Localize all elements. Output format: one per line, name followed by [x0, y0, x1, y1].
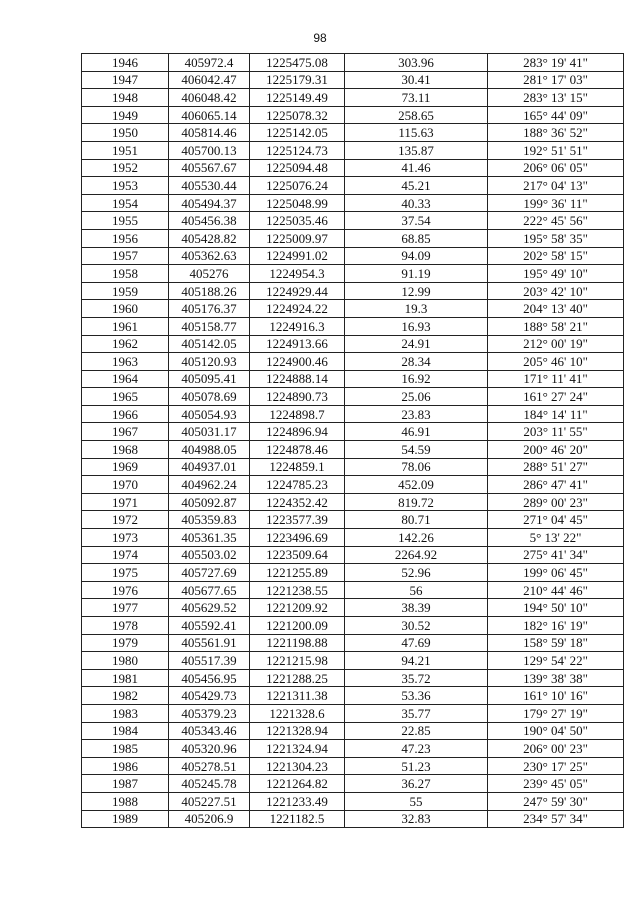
- point-number-cell: 1955: [82, 212, 169, 230]
- table-row: [82, 792, 624, 810]
- distance-cell: 24.91: [345, 335, 488, 353]
- table-row: [82, 141, 624, 159]
- x-coordinate-cell: 405567.67: [169, 159, 250, 177]
- distance-cell: 28.34: [345, 353, 488, 371]
- y-coordinate-cell: 1224954.3: [250, 265, 345, 283]
- point-number-cell: 1959: [82, 282, 169, 300]
- y-coordinate-cell: 1225009.97: [250, 229, 345, 247]
- point-number-cell: 1968: [82, 441, 169, 459]
- x-coordinate-cell: 406042.47: [169, 71, 250, 89]
- point-number-cell: 1976: [82, 581, 169, 599]
- distance-cell: 52.96: [345, 564, 488, 582]
- table-row: [82, 177, 624, 195]
- table-row: [82, 265, 624, 283]
- distance-cell: 819.72: [345, 493, 488, 511]
- point-number-cell: 1989: [82, 810, 169, 828]
- distance-cell: 142.26: [345, 529, 488, 547]
- y-coordinate-cell: 1221198.88: [250, 634, 345, 652]
- distance-cell: 258.65: [345, 106, 488, 124]
- distance-cell: 37.54: [345, 212, 488, 230]
- point-number-cell: 1965: [82, 388, 169, 406]
- y-coordinate-cell: 1221328.94: [250, 722, 345, 740]
- y-coordinate-cell: 1221238.55: [250, 581, 345, 599]
- bearing-cell: 204° 13' 40": [488, 300, 624, 318]
- distance-cell: 16.92: [345, 370, 488, 388]
- y-coordinate-cell: 1225048.99: [250, 194, 345, 212]
- distance-cell: 25.06: [345, 388, 488, 406]
- table-row: [82, 687, 624, 705]
- bearing-cell: 222° 45' 56": [488, 212, 624, 230]
- distance-cell: 41.46: [345, 159, 488, 177]
- bearing-cell: 192° 51' 51": [488, 141, 624, 159]
- table-row: [82, 229, 624, 247]
- distance-cell: 38.39: [345, 599, 488, 617]
- bearing-cell: 171° 11' 41": [488, 370, 624, 388]
- point-number-cell: 1947: [82, 71, 169, 89]
- point-number-cell: 1948: [82, 89, 169, 107]
- point-number-cell: 1970: [82, 476, 169, 494]
- y-coordinate-cell: 1221209.92: [250, 599, 345, 617]
- y-coordinate-cell: 1224913.66: [250, 335, 345, 353]
- bearing-cell: 195° 58' 35": [488, 229, 624, 247]
- table-row: [82, 722, 624, 740]
- bearing-cell: 283° 13' 15": [488, 89, 624, 107]
- distance-cell: 19.3: [345, 300, 488, 318]
- y-coordinate-cell: 1221215.98: [250, 652, 345, 670]
- y-coordinate-cell: 1224785.23: [250, 476, 345, 494]
- coordinates-table-body: [82, 54, 624, 828]
- y-coordinate-cell: 1225076.24: [250, 177, 345, 195]
- table-row: [82, 282, 624, 300]
- table-row: [82, 757, 624, 775]
- x-coordinate-cell: 405142.05: [169, 335, 250, 353]
- bearing-cell: 205° 46' 10": [488, 353, 624, 371]
- table-row: [82, 71, 624, 89]
- table-row: [82, 317, 624, 335]
- table-row: [82, 370, 624, 388]
- y-coordinate-cell: 1224898.7: [250, 405, 345, 423]
- distance-cell: 56: [345, 581, 488, 599]
- y-coordinate-cell: 1224890.73: [250, 388, 345, 406]
- table-row: [82, 564, 624, 582]
- y-coordinate-cell: 1221324.94: [250, 740, 345, 758]
- y-coordinate-cell: 1223496.69: [250, 529, 345, 547]
- bearing-cell: 139° 38' 38": [488, 669, 624, 687]
- y-coordinate-cell: 1224896.94: [250, 423, 345, 441]
- point-number-cell: 1951: [82, 141, 169, 159]
- point-number-cell: 1980: [82, 652, 169, 670]
- x-coordinate-cell: 405814.46: [169, 124, 250, 142]
- bearing-cell: 188° 36' 52": [488, 124, 624, 142]
- x-coordinate-cell: 405727.69: [169, 564, 250, 582]
- table-row: [82, 740, 624, 758]
- table-row: [82, 529, 624, 547]
- bearing-cell: 184° 14' 11": [488, 405, 624, 423]
- point-number-cell: 1977: [82, 599, 169, 617]
- bearing-cell: 230° 17' 25": [488, 757, 624, 775]
- table-row: [82, 704, 624, 722]
- table-row: [82, 511, 624, 529]
- bearing-cell: 286° 47' 41": [488, 476, 624, 494]
- x-coordinate-cell: 405092.87: [169, 493, 250, 511]
- y-coordinate-cell: 1221304.23: [250, 757, 345, 775]
- point-number-cell: 1964: [82, 370, 169, 388]
- bearing-cell: 203° 11' 55": [488, 423, 624, 441]
- bearing-cell: 158° 59' 18": [488, 634, 624, 652]
- bearing-cell: 165° 44' 09": [488, 106, 624, 124]
- distance-cell: 35.77: [345, 704, 488, 722]
- distance-cell: 115.63: [345, 124, 488, 142]
- y-coordinate-cell: 1223509.64: [250, 546, 345, 564]
- distance-cell: 80.71: [345, 511, 488, 529]
- point-number-cell: 1985: [82, 740, 169, 758]
- distance-cell: 55: [345, 792, 488, 810]
- y-coordinate-cell: 1221233.49: [250, 792, 345, 810]
- y-coordinate-cell: 1224929.44: [250, 282, 345, 300]
- bearing-cell: 234° 57' 34": [488, 810, 624, 828]
- y-coordinate-cell: 1221264.82: [250, 775, 345, 793]
- table-row: [82, 159, 624, 177]
- bearing-cell: 202° 58' 15": [488, 247, 624, 265]
- bearing-cell: 212° 00' 19": [488, 335, 624, 353]
- distance-cell: 47.69: [345, 634, 488, 652]
- y-coordinate-cell: 1225035.46: [250, 212, 345, 230]
- table-row: [82, 669, 624, 687]
- y-coordinate-cell: 1221200.09: [250, 617, 345, 635]
- table-row: [82, 423, 624, 441]
- distance-cell: 73.11: [345, 89, 488, 107]
- x-coordinate-cell: 405677.65: [169, 581, 250, 599]
- table-row: [82, 617, 624, 635]
- x-coordinate-cell: 405972.4: [169, 54, 250, 72]
- bearing-cell: 247° 59' 30": [488, 792, 624, 810]
- point-number-cell: 1953: [82, 177, 169, 195]
- table-row: [82, 775, 624, 793]
- bearing-cell: 161° 10' 16": [488, 687, 624, 705]
- point-number-cell: 1982: [82, 687, 169, 705]
- table-row: [82, 247, 624, 265]
- point-number-cell: 1949: [82, 106, 169, 124]
- table-row: [82, 300, 624, 318]
- x-coordinate-cell: 405429.73: [169, 687, 250, 705]
- page-number: 98: [313, 31, 327, 45]
- bearing-cell: 5° 13' 22": [488, 529, 624, 547]
- point-number-cell: 1971: [82, 493, 169, 511]
- coordinates-table: [81, 53, 624, 828]
- distance-cell: 40.33: [345, 194, 488, 212]
- table-row: [82, 335, 624, 353]
- x-coordinate-cell: 405078.69: [169, 388, 250, 406]
- distance-cell: 54.59: [345, 441, 488, 459]
- point-number-cell: 1972: [82, 511, 169, 529]
- y-coordinate-cell: 1225142.05: [250, 124, 345, 142]
- y-coordinate-cell: 1224888.14: [250, 370, 345, 388]
- y-coordinate-cell: 1224916.3: [250, 317, 345, 335]
- distance-cell: 91.19: [345, 265, 488, 283]
- y-coordinate-cell: 1223577.39: [250, 511, 345, 529]
- distance-cell: 68.85: [345, 229, 488, 247]
- distance-cell: 30.52: [345, 617, 488, 635]
- point-number-cell: 1957: [82, 247, 169, 265]
- bearing-cell: 206° 06' 05": [488, 159, 624, 177]
- bearing-cell: 199° 36' 11": [488, 194, 624, 212]
- x-coordinate-cell: 404937.01: [169, 458, 250, 476]
- y-coordinate-cell: 1224878.46: [250, 441, 345, 459]
- point-number-cell: 1961: [82, 317, 169, 335]
- table-row: [82, 546, 624, 564]
- bearing-cell: 179° 27' 19": [488, 704, 624, 722]
- x-coordinate-cell: 405206.9: [169, 810, 250, 828]
- x-coordinate-cell: 405320.96: [169, 740, 250, 758]
- point-number-cell: 1956: [82, 229, 169, 247]
- distance-cell: 94.21: [345, 652, 488, 670]
- distance-cell: 2264.92: [345, 546, 488, 564]
- table-row: [82, 212, 624, 230]
- distance-cell: 30.41: [345, 71, 488, 89]
- x-coordinate-cell: 405456.38: [169, 212, 250, 230]
- point-number-cell: 1969: [82, 458, 169, 476]
- x-coordinate-cell: 405700.13: [169, 141, 250, 159]
- x-coordinate-cell: 405120.93: [169, 353, 250, 371]
- x-coordinate-cell: 405362.63: [169, 247, 250, 265]
- y-coordinate-cell: 1221255.89: [250, 564, 345, 582]
- bearing-cell: 289° 00' 23": [488, 493, 624, 511]
- table-row: [82, 458, 624, 476]
- table-row: [82, 405, 624, 423]
- distance-cell: 32.83: [345, 810, 488, 828]
- x-coordinate-cell: 405278.51: [169, 757, 250, 775]
- point-number-cell: 1946: [82, 54, 169, 72]
- distance-cell: 47.23: [345, 740, 488, 758]
- distance-cell: 45.21: [345, 177, 488, 195]
- x-coordinate-cell: 404962.24: [169, 476, 250, 494]
- point-number-cell: 1978: [82, 617, 169, 635]
- x-coordinate-cell: 405176.37: [169, 300, 250, 318]
- y-coordinate-cell: 1225124.73: [250, 141, 345, 159]
- table-row: [82, 599, 624, 617]
- y-coordinate-cell: 1221328.6: [250, 704, 345, 722]
- bearing-cell: 281° 17' 03": [488, 71, 624, 89]
- y-coordinate-cell: 1225149.49: [250, 89, 345, 107]
- bearing-cell: 200° 46' 20": [488, 441, 624, 459]
- table-row: [82, 493, 624, 511]
- distance-cell: 46.91: [345, 423, 488, 441]
- point-number-cell: 1973: [82, 529, 169, 547]
- distance-cell: 94.09: [345, 247, 488, 265]
- x-coordinate-cell: 406065.14: [169, 106, 250, 124]
- x-coordinate-cell: 405095.41: [169, 370, 250, 388]
- x-coordinate-cell: 405227.51: [169, 792, 250, 810]
- x-coordinate-cell: 406048.42: [169, 89, 250, 107]
- point-number-cell: 1966: [82, 405, 169, 423]
- y-coordinate-cell: 1221288.25: [250, 669, 345, 687]
- distance-cell: 78.06: [345, 458, 488, 476]
- bearing-cell: 283° 19' 41": [488, 54, 624, 72]
- distance-cell: 135.87: [345, 141, 488, 159]
- x-coordinate-cell: 405517.39: [169, 652, 250, 670]
- y-coordinate-cell: 1224991.02: [250, 247, 345, 265]
- x-coordinate-cell: 405379.23: [169, 704, 250, 722]
- distance-cell: 16.93: [345, 317, 488, 335]
- x-coordinate-cell: 405343.46: [169, 722, 250, 740]
- point-number-cell: 1950: [82, 124, 169, 142]
- x-coordinate-cell: 405561.91: [169, 634, 250, 652]
- x-coordinate-cell: 405276: [169, 265, 250, 283]
- y-coordinate-cell: 1225475.08: [250, 54, 345, 72]
- bearing-cell: 217° 04' 13": [488, 177, 624, 195]
- point-number-cell: 1984: [82, 722, 169, 740]
- point-number-cell: 1967: [82, 423, 169, 441]
- point-number-cell: 1975: [82, 564, 169, 582]
- x-coordinate-cell: 405530.44: [169, 177, 250, 195]
- x-coordinate-cell: 405428.82: [169, 229, 250, 247]
- x-coordinate-cell: 405188.26: [169, 282, 250, 300]
- distance-cell: 12.99: [345, 282, 488, 300]
- point-number-cell: 1987: [82, 775, 169, 793]
- x-coordinate-cell: 404988.05: [169, 441, 250, 459]
- distance-cell: 53.36: [345, 687, 488, 705]
- bearing-cell: 188° 58' 21": [488, 317, 624, 335]
- table-row: [82, 581, 624, 599]
- bearing-cell: 206° 00' 23": [488, 740, 624, 758]
- y-coordinate-cell: 1224352.42: [250, 493, 345, 511]
- bearing-cell: 190° 04' 50": [488, 722, 624, 740]
- bearing-cell: 161° 27' 24": [488, 388, 624, 406]
- table-row: [82, 124, 624, 142]
- bearing-cell: 203° 42' 10": [488, 282, 624, 300]
- point-number-cell: 1974: [82, 546, 169, 564]
- x-coordinate-cell: 405361.35: [169, 529, 250, 547]
- table-row: [82, 54, 624, 72]
- x-coordinate-cell: 405054.93: [169, 405, 250, 423]
- table-row: [82, 441, 624, 459]
- table-row: [82, 353, 624, 371]
- x-coordinate-cell: 405456.95: [169, 669, 250, 687]
- x-coordinate-cell: 405245.78: [169, 775, 250, 793]
- distance-cell: 23.83: [345, 405, 488, 423]
- bearing-cell: 271° 04' 45": [488, 511, 624, 529]
- table-row: [82, 634, 624, 652]
- point-number-cell: 1988: [82, 792, 169, 810]
- y-coordinate-cell: 1224924.22: [250, 300, 345, 318]
- distance-cell: 303.96: [345, 54, 488, 72]
- table-row: [82, 476, 624, 494]
- y-coordinate-cell: 1224859.1: [250, 458, 345, 476]
- table-row: [82, 89, 624, 107]
- distance-cell: 35.72: [345, 669, 488, 687]
- point-number-cell: 1986: [82, 757, 169, 775]
- bearing-cell: 199° 06' 45": [488, 564, 624, 582]
- y-coordinate-cell: 1221311.38: [250, 687, 345, 705]
- table-row: [82, 106, 624, 124]
- x-coordinate-cell: 405031.17: [169, 423, 250, 441]
- point-number-cell: 1952: [82, 159, 169, 177]
- distance-cell: 452.09: [345, 476, 488, 494]
- table-row: [82, 652, 624, 670]
- x-coordinate-cell: 405503.02: [169, 546, 250, 564]
- point-number-cell: 1954: [82, 194, 169, 212]
- y-coordinate-cell: 1224900.46: [250, 353, 345, 371]
- bearing-cell: 288° 51' 27": [488, 458, 624, 476]
- distance-cell: 36.27: [345, 775, 488, 793]
- point-number-cell: 1963: [82, 353, 169, 371]
- point-number-cell: 1960: [82, 300, 169, 318]
- distance-cell: 22.85: [345, 722, 488, 740]
- x-coordinate-cell: 405359.83: [169, 511, 250, 529]
- bearing-cell: 182° 16' 19": [488, 617, 624, 635]
- point-number-cell: 1981: [82, 669, 169, 687]
- distance-cell: 51.23: [345, 757, 488, 775]
- x-coordinate-cell: 405592.41: [169, 617, 250, 635]
- table-row: [82, 388, 624, 406]
- bearing-cell: 195° 49' 10": [488, 265, 624, 283]
- y-coordinate-cell: 1225094.48: [250, 159, 345, 177]
- table-row: [82, 194, 624, 212]
- bearing-cell: 194° 50' 10": [488, 599, 624, 617]
- point-number-cell: 1983: [82, 704, 169, 722]
- table-row: [82, 810, 624, 828]
- y-coordinate-cell: 1225078.32: [250, 106, 345, 124]
- bearing-cell: 129° 54' 22": [488, 652, 624, 670]
- bearing-cell: 275° 41' 34": [488, 546, 624, 564]
- x-coordinate-cell: 405629.52: [169, 599, 250, 617]
- point-number-cell: 1979: [82, 634, 169, 652]
- bearing-cell: 210° 44' 46": [488, 581, 624, 599]
- y-coordinate-cell: 1225179.31: [250, 71, 345, 89]
- point-number-cell: 1962: [82, 335, 169, 353]
- point-number-cell: 1958: [82, 265, 169, 283]
- x-coordinate-cell: 405494.37: [169, 194, 250, 212]
- bearing-cell: 239° 45' 05": [488, 775, 624, 793]
- x-coordinate-cell: 405158.77: [169, 317, 250, 335]
- y-coordinate-cell: 1221182.5: [250, 810, 345, 828]
